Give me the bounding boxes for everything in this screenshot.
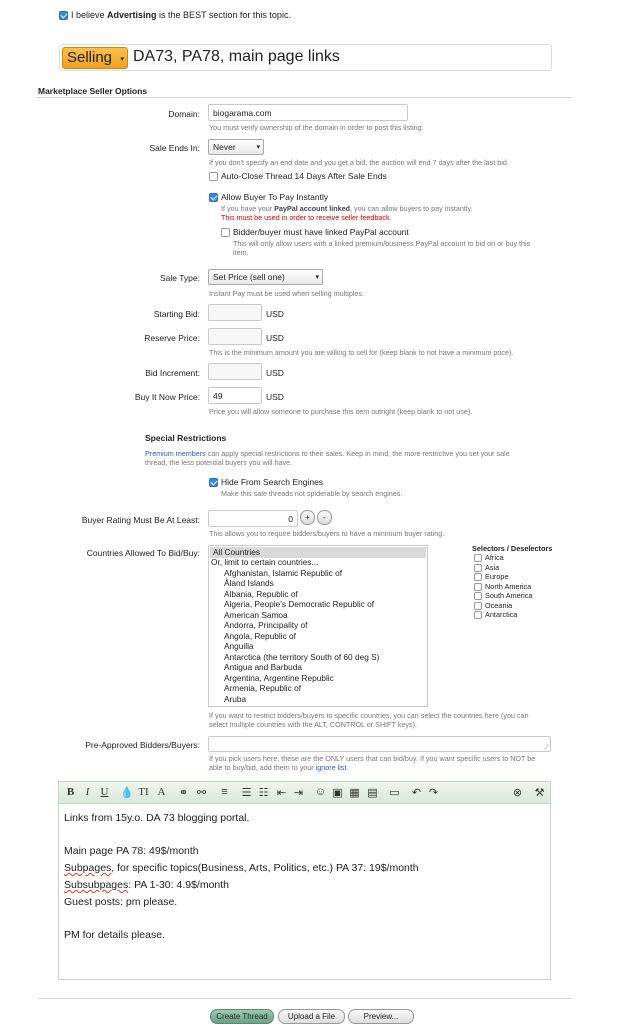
outdent-icon[interactable]: ⇤ — [276, 787, 287, 799]
domain-input[interactable]: biogarama.com — [208, 104, 408, 121]
ignore-list-link[interactable]: ignore list — [315, 763, 347, 772]
thread-title-field[interactable] — [59, 44, 552, 71]
best-section-checkbox[interactable] — [59, 11, 68, 20]
section-title: Marketplace Seller Options — [38, 86, 148, 96]
redo-icon[interactable]: ↷ — [428, 787, 439, 799]
hide-search-hint: Make this sale threads not spiderable by search engines. — [221, 489, 403, 498]
country-option[interactable]: Algeria, People's Democratic Republic of — [224, 599, 375, 609]
bid-increment-label: Bid Increment: — [145, 368, 200, 378]
special-restrictions-hint-1: Premium members can apply special restrictions to their sales. Keep in mind, the more restrictive you set your sale — [145, 449, 510, 458]
settings-wrench-icon[interactable]: ⚒ — [534, 787, 545, 799]
starting-bid-input[interactable] — [208, 304, 262, 321]
save-draft-icon[interactable]: ▭ — [389, 787, 400, 799]
hide-search-checkbox[interactable] — [209, 478, 218, 487]
buy-now-label: Buy It Now Price: — [134, 392, 200, 402]
section-divider — [36, 97, 572, 98]
preapproved-hint-2: able to buy/bid, add them to your ignore list. — [209, 763, 349, 772]
region-label: Oceania — [485, 601, 513, 610]
unlink-icon[interactable]: ⚯ — [196, 787, 207, 799]
country-option[interactable]: American Samoa — [224, 610, 288, 620]
editor-text-line: Guest posts: pm please. — [64, 896, 178, 908]
special-restrictions-hint-2: thread, the less potential buyers you will have. — [145, 458, 293, 467]
region-checkbox[interactable] — [474, 602, 482, 610]
country-option[interactable]: Aruba — [224, 694, 247, 704]
bid-increment-currency: USD — [266, 368, 284, 378]
region-checkbox[interactable] — [474, 573, 482, 581]
country-option[interactable]: Armenia, Republic of — [224, 683, 302, 693]
smilie-icon[interactable]: ☺ — [314, 786, 327, 798]
sale-type-value: Set Price (sell one) — [213, 272, 285, 282]
country-option[interactable]: Antarctica (the territory South of 60 deg S) — [224, 652, 380, 662]
region-label: Antarctica — [485, 610, 518, 619]
reserve-price-hint: This is the minimum amount you are willing to sell for (keep blank to not have a minimum price). — [209, 348, 514, 357]
country-option[interactable]: Åland Islands — [224, 578, 274, 588]
special-restrictions-title: Special Restrictions — [145, 433, 227, 443]
italic-icon[interactable]: I — [85, 786, 90, 798]
best-section-label: I believe Advertising is the BEST section for this topic. — [71, 10, 291, 20]
remove-formatting-icon[interactable]: ⊗ — [512, 787, 523, 799]
allow-instant-pay-checkbox[interactable] — [209, 193, 218, 202]
numbered-list-icon[interactable]: ☷ — [258, 787, 269, 799]
buy-now-currency: USD — [266, 392, 284, 402]
linked-paypal-checkbox[interactable] — [221, 228, 230, 237]
font-family-icon[interactable]: A — [157, 786, 166, 798]
countries-hint-1: If you want to restrict bidders/buyers to specific countries, you can select the countries here (you can — [209, 711, 529, 720]
region-label: North America — [485, 582, 532, 591]
region-label: Asia — [485, 563, 500, 572]
sale-type-hint: Instant Pay must be used when selling multiples. — [209, 289, 365, 298]
country-option[interactable]: Andorra, Principality of — [224, 620, 308, 630]
domain-hint: You must verify ownership of the domain in order to post this listing. — [209, 123, 424, 132]
reserve-price-currency: USD — [266, 333, 284, 343]
editor-text-line: Main page PA 78: 49$/month — [64, 845, 199, 857]
rating-increment-button[interactable]: + — [300, 510, 315, 525]
region-checkbox[interactable] — [474, 564, 482, 572]
image-icon[interactable]: ▣ — [332, 787, 343, 799]
selectors-title: Selectors / Deselectors — [472, 544, 553, 553]
allow-instant-pay-label: Allow Buyer To Pay Instantly — [221, 192, 329, 202]
domain-label: Domain: — [168, 109, 200, 119]
sale-ends-value: Never — [213, 142, 236, 152]
allow-instant-pay-hint: If you have your PayPal account linked, you can allow buyers to pay instantly. — [221, 204, 473, 213]
country-option[interactable]: Antigua and Barbuda — [224, 662, 302, 672]
upload-file-button[interactable]: Upload a File — [278, 1009, 345, 1024]
country-option[interactable]: Anguilla — [224, 641, 254, 651]
auto-close-checkbox[interactable] — [209, 172, 218, 181]
region-checkbox[interactable] — [474, 583, 482, 591]
region-checkbox[interactable] — [474, 592, 482, 600]
linked-paypal-hint-1: This will only allow users with a linked premium/business PayPal account to bid on or buy this — [233, 239, 531, 248]
linked-paypal-label: Bidder/buyer must have linked PayPal account — [233, 227, 409, 237]
font-size-icon[interactable]: TI — [138, 786, 149, 798]
sale-type-select[interactable] — [208, 269, 323, 285]
editor-text-line: PM for details please. — [64, 929, 165, 941]
buyer-rating-input[interactable]: 0 — [208, 510, 298, 527]
buy-now-hint: Price you will allow someone to purchase this item outright (keep blank to not use). — [209, 407, 473, 416]
region-checkbox[interactable] — [474, 554, 482, 562]
underline-icon[interactable]: U — [100, 786, 109, 798]
linked-paypal-hint-2: item. — [233, 248, 249, 257]
select-arrow-icon: ▾ — [256, 144, 260, 151]
region-label: Europe — [485, 572, 509, 581]
rating-decrement-button[interactable]: - — [317, 510, 332, 525]
countries-hint-2: select multiple countries with the ALT, CONTROL or SHIFT keys). — [209, 720, 417, 729]
resize-handle-icon[interactable]: ⟋ — [543, 743, 549, 752]
sale-ends-hint: If you don't specify an end date and you get a bid, the auction will end 7 days after the last bid. — [209, 158, 509, 167]
reserve-price-label: Reserve Price: — [144, 333, 200, 343]
chevron-down-icon: ▾ — [120, 56, 124, 63]
prefix-label: Selling — [67, 49, 113, 66]
preapproved-input[interactable] — [208, 736, 551, 752]
country-option[interactable]: Or, limit to certain countries... — [211, 557, 319, 567]
preview-button[interactable]: Preview... — [348, 1009, 414, 1024]
countries-label: Countries Allowed To Bid/Buy: — [86, 548, 200, 558]
sale-ends-label: Sale Ends In: — [149, 143, 200, 153]
thread-title-text: DA73, PA78, main page links — [133, 48, 340, 65]
reserve-price-input[interactable] — [208, 328, 262, 345]
starting-bid-currency: USD — [266, 309, 284, 319]
bold-icon[interactable]: B — [66, 786, 75, 798]
select-arrow-icon: ▾ — [315, 274, 319, 281]
country-option[interactable]: Afghanistan, Islamic Republic of — [224, 568, 343, 578]
align-icon[interactable]: ≡ — [221, 786, 228, 798]
text-color-icon[interactable]: 💧 — [120, 787, 134, 799]
create-thread-button[interactable]: Create Thread — [210, 1009, 274, 1024]
media-icon[interactable]: ▦ — [349, 787, 360, 799]
code-icon[interactable]: ▤ — [367, 787, 378, 799]
country-option[interactable]: All Countries — [213, 547, 261, 557]
prefix-selector[interactable] — [62, 47, 128, 69]
preapproved-hint-1: If you pick users here, these are the ONLY users that can bid/buy. If you want specific users to NOT be — [209, 754, 536, 763]
preapproved-label: Pre-Approved Bidders/Buyers: — [85, 740, 200, 750]
country-option[interactable]: Angola, Republic of — [224, 631, 296, 641]
undo-icon[interactable]: ↶ — [411, 787, 422, 799]
buy-now-input[interactable]: 49 — [208, 387, 262, 404]
bullet-list-icon[interactable]: ☰ — [241, 787, 252, 799]
buyer-rating-label: Buyer Rating Must Be At Least: — [81, 515, 200, 525]
region-label: Africa — [485, 553, 504, 562]
hide-search-label: Hide From Search Engines — [221, 477, 324, 487]
editor-text-line: Subpages, for specific topics(Business, Arts, Politics, etc.) PA 37: 19$/month — [64, 862, 419, 874]
sale-type-label: Sale Type: — [159, 273, 200, 283]
country-option[interactable]: Argentina, Argentine Republic — [224, 673, 334, 683]
indent-icon[interactable]: ⇥ — [293, 787, 304, 799]
buyer-rating-hint: This allows you to require bidders/buyers to have a minimum buyer rating. — [209, 529, 445, 538]
sale-ends-select[interactable] — [208, 139, 264, 155]
region-checkbox[interactable] — [474, 611, 482, 619]
bid-increment-input[interactable] — [208, 363, 262, 380]
region-label: South America — [485, 591, 533, 600]
editor-text-line: Links from 15y.o. DA 73 blogging portal. — [64, 812, 250, 824]
premium-members-link[interactable]: Premium members — [145, 449, 206, 458]
auto-close-label: Auto-Close Thread 14 Days After Sale Ends — [221, 171, 387, 181]
country-option[interactable]: Albania, Republic of — [224, 589, 298, 599]
starting-bid-label: Starting Bid: — [153, 309, 200, 319]
seller-feedback-warning: This must be used in order to receive seller feedback. — [221, 213, 392, 222]
footer-divider — [38, 998, 572, 999]
editor-text-line: Subsubpages: PA 1-30: 4.9$/month — [64, 879, 230, 891]
link-icon[interactable]: ⚭ — [178, 787, 189, 799]
